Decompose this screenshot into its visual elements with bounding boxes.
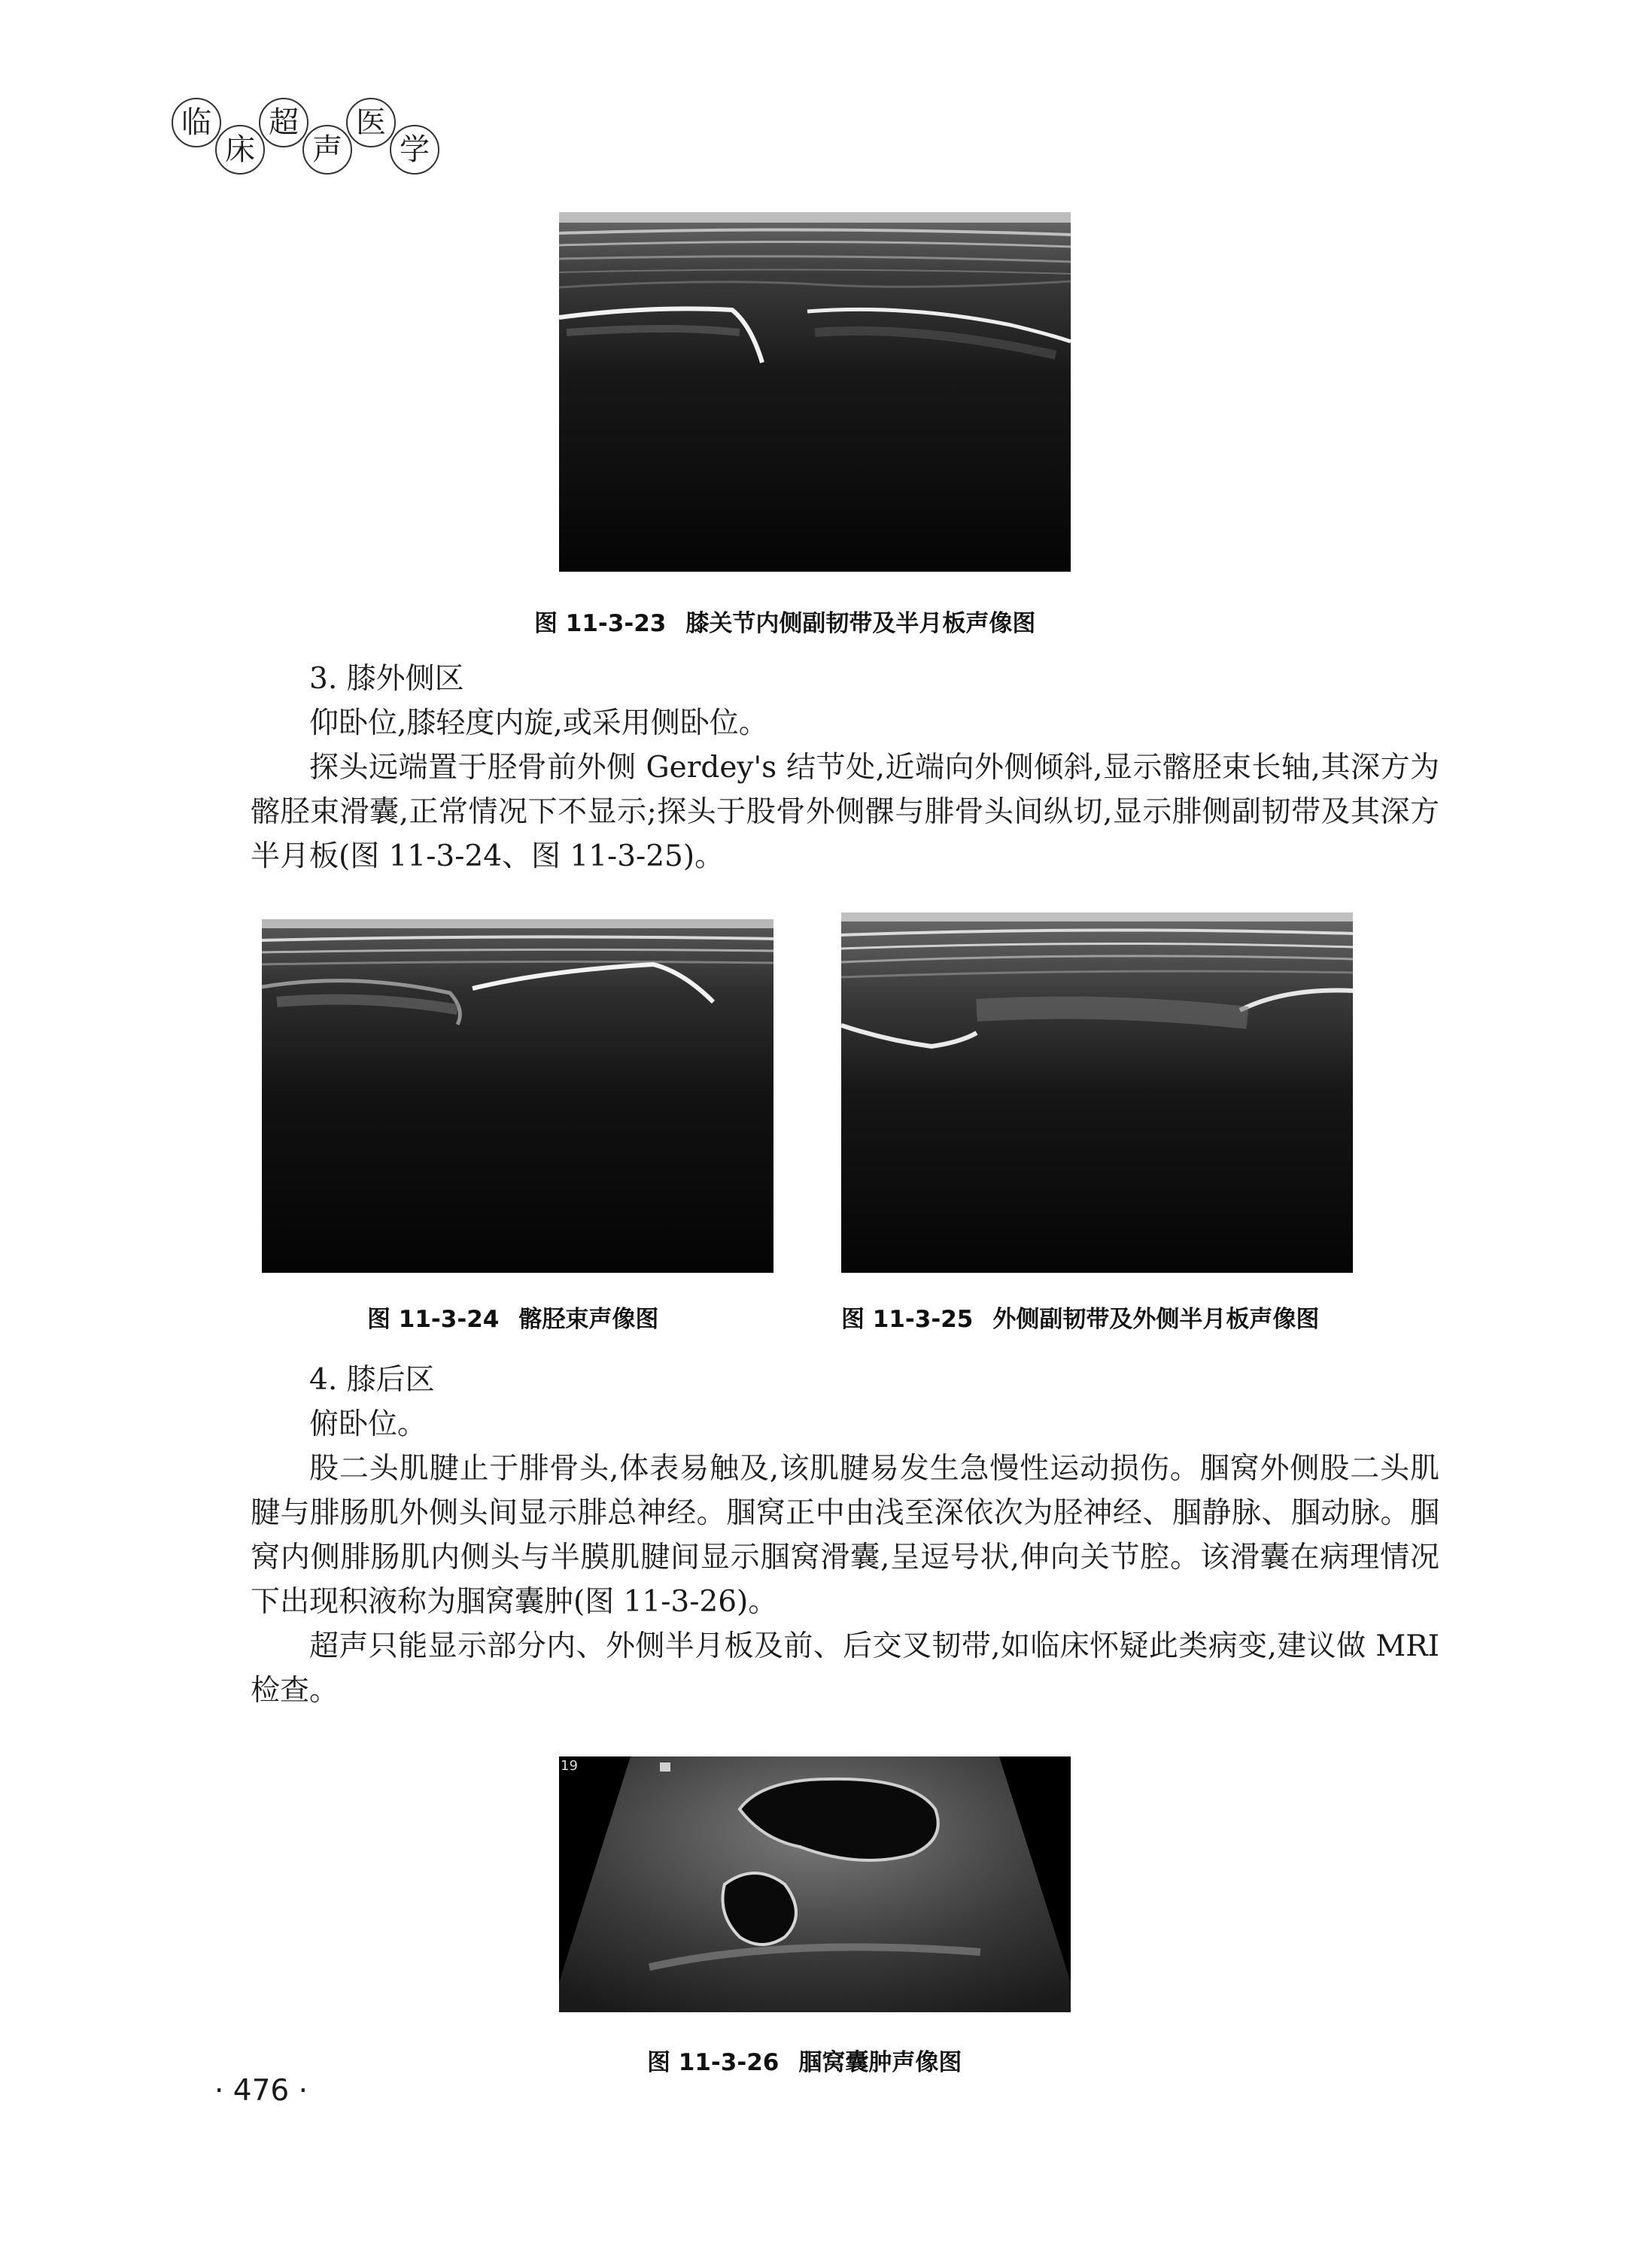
figure-label: 图 11-3-23 bbox=[534, 610, 667, 637]
header-char-6: 学 bbox=[390, 125, 439, 175]
paragraph-4-1: 俯卧位。 bbox=[309, 1407, 427, 1441]
figure-caption-fig25 bbox=[841, 1300, 1319, 1334]
header-char-1: 临 bbox=[172, 98, 221, 147]
header-char-5: 医 bbox=[346, 98, 396, 147]
ultrasound-image-fig26 bbox=[559, 1756, 1071, 2012]
figure-title: 膝关节内侧副韧带及半月板声像图 bbox=[685, 610, 1036, 637]
image-overlay-number: 19 bbox=[561, 1758, 578, 1774]
figure-label: 图 11-3-25 bbox=[841, 1306, 974, 1333]
header-char-3: 超 bbox=[259, 98, 308, 147]
ultrasound-image-fig24 bbox=[262, 919, 773, 1273]
section-heading-3: 3. 膝外侧区 bbox=[309, 662, 464, 696]
figure-title: 髂胫束声像图 bbox=[518, 1306, 659, 1333]
section-heading-4: 4. 膝后区 bbox=[309, 1363, 435, 1397]
ultrasound-image-fig23 bbox=[559, 212, 1071, 572]
paragraph-4-2: 股二头肌腱止于腓骨头,体表易触及,该肌腱易发生急慢性运动损伤。腘窝外侧股二头肌腱与腓肠肌外侧头间显示腓总神经。腘窝正中由浅至深依次为胫神经、腘静脉、腘动脉。腘窝内侧腓肠肌内侧头与半膜肌腱间显示腘窝滑囊,呈逗号状,伸向关节腔。该滑囊在病理情况下出现积液称为腘窝囊肿(图 11-3-26)。 bbox=[251, 1452, 1439, 1619]
paragraph-3-1: 仰卧位,膝轻度内旋,或采用侧卧位。 bbox=[309, 706, 768, 740]
page-number: · 476 · bbox=[214, 2074, 308, 2108]
paragraph-3-2: 探头远端置于胫骨前外侧 Gerdey's 结节处,近端向外侧倾斜,显示髂胫束长轴,其深方为髂胫束滑囊,正常情况下不显示;探头于股骨外侧髁与腓骨头间纵切,显示腓侧副韧带及其深方半月板(图 11-3-24、图 11-3-25)。 bbox=[251, 751, 1439, 873]
figure-label: 图 11-3-26 bbox=[647, 2049, 780, 2076]
figure-caption-fig23 bbox=[534, 604, 1035, 638]
figure-title: 外侧副韧带及外侧半月板声像图 bbox=[992, 1306, 1320, 1333]
running-header bbox=[172, 96, 457, 179]
figure-caption-fig24 bbox=[367, 1300, 658, 1334]
figure-title: 腘窝囊肿声像图 bbox=[798, 2049, 962, 2076]
figure-caption-fig26 bbox=[647, 2043, 962, 2077]
figure-label: 图 11-3-24 bbox=[367, 1306, 500, 1333]
paragraph-4-3: 超声只能显示部分内、外侧半月板及前、后交叉韧带,如临床怀疑此类病变,建议做 MRI 检查。 bbox=[251, 1629, 1439, 1708]
ultrasound-image-fig25 bbox=[841, 912, 1353, 1273]
header-char-2: 床 bbox=[215, 125, 265, 175]
header-char-4: 声 bbox=[302, 125, 352, 175]
